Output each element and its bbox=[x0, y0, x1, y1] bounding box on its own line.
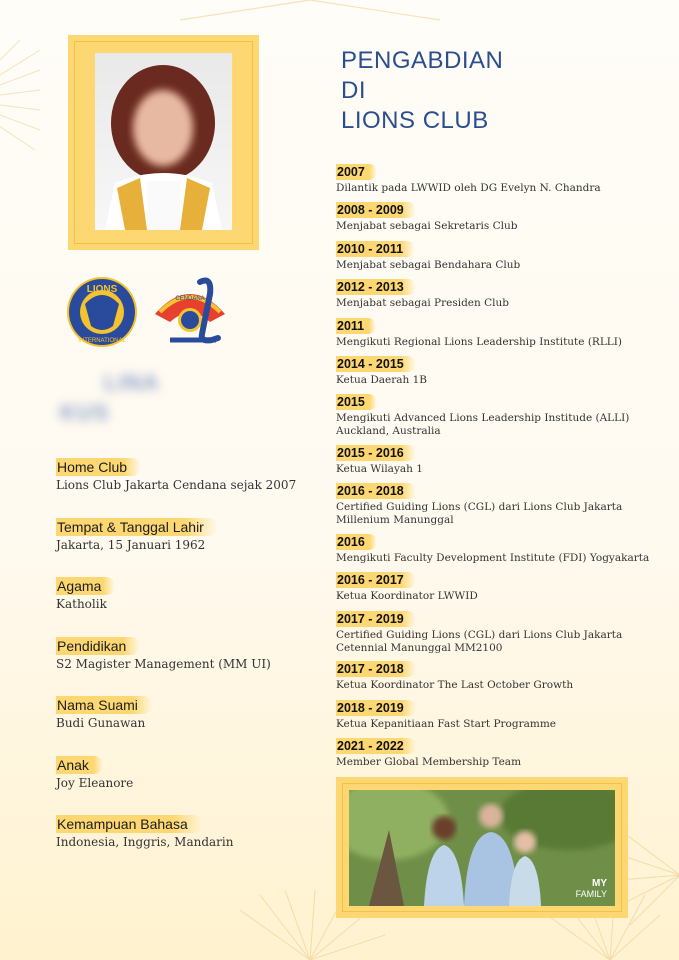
timeline-item bbox=[336, 482, 622, 527]
profile-label: Kemampuan Bahasa bbox=[56, 815, 202, 833]
timeline-year: 2008 - 2009 bbox=[336, 202, 416, 218]
timeline-text: Mengikuti Advanced Lions Leadership Institude (ALLI) bbox=[336, 412, 630, 424]
timeline-year: 2012 - 2013 bbox=[336, 279, 416, 295]
profile-value: Budi Gunawan bbox=[56, 716, 146, 730]
member-name-line-2: KUS bbox=[60, 400, 110, 425]
timeline-item bbox=[336, 660, 573, 692]
timeline-item bbox=[336, 163, 601, 195]
family-caption bbox=[576, 878, 607, 900]
member-name-line-1: LINA bbox=[104, 370, 160, 395]
timeline-item bbox=[336, 571, 478, 603]
page-title bbox=[341, 46, 503, 136]
timeline-item bbox=[336, 240, 520, 272]
profile-label: Home Club bbox=[56, 458, 141, 476]
profile-item-religion bbox=[56, 577, 115, 611]
timeline-item bbox=[336, 393, 629, 438]
profile-label: Pendidikan bbox=[56, 637, 140, 655]
member-name-blurred bbox=[60, 368, 220, 438]
timeline-text: Ketua Daerah 1B bbox=[336, 374, 428, 386]
profile-value: S2 Magister Management (MM UI) bbox=[56, 657, 271, 671]
timeline-year: 2016 bbox=[336, 534, 377, 550]
timeline-year: 2016 - 2017 bbox=[336, 572, 416, 588]
timeline-year: 2016 - 2018 bbox=[336, 483, 416, 499]
timeline-text: Certified Guiding Lions (CGL) dari Lions Club Jakarta bbox=[336, 629, 623, 641]
timeline-text: Ketua Wilayah 1 bbox=[336, 463, 423, 475]
profile-value: Lions Club Jakarta Cendana sejak 2007 bbox=[56, 478, 297, 492]
lions-club-cendana-logo bbox=[150, 274, 230, 346]
timeline-text: Ketua Koordinator LWWID bbox=[336, 590, 478, 602]
timeline-text: Menjabat sebagai Sekretaris Club bbox=[336, 220, 518, 232]
profile-label: Tempat & Tanggal Lahir bbox=[56, 518, 218, 536]
lions-logo-ring-text: INTERNATIONAL bbox=[78, 338, 126, 344]
timeline-item bbox=[336, 278, 509, 310]
timeline-year: 2015 - 2016 bbox=[336, 445, 416, 461]
timeline-item bbox=[336, 737, 521, 769]
timeline-year: 2017 - 2019 bbox=[336, 611, 416, 627]
cendana-logo-text: CENDANA bbox=[175, 296, 205, 302]
timeline-text: Mengikuti Faculty Development Institute (FDI) Yogyakarta bbox=[336, 552, 650, 564]
timeline-year: 2015 bbox=[336, 394, 377, 410]
profile-item-home-club bbox=[56, 458, 296, 492]
timeline-item bbox=[336, 355, 427, 387]
timeline-year: 2018 - 2019 bbox=[336, 700, 416, 716]
profile-item-languages bbox=[56, 815, 234, 849]
timeline-text: Menjabat sebagai Bendahara Club bbox=[336, 259, 521, 271]
profile-item-husband bbox=[56, 696, 152, 730]
timeline-text: Millenium Manunggal bbox=[336, 514, 454, 526]
sunburst-decoration-right bbox=[620, 820, 679, 930]
profile-label: Anak bbox=[56, 756, 103, 774]
timeline-item bbox=[336, 317, 622, 349]
timeline-text: Cetennial Manunggal MM2100 bbox=[336, 642, 503, 654]
profile-item-children bbox=[56, 756, 133, 790]
timeline-text: Ketua Koordinator The Last October Growth bbox=[336, 679, 574, 691]
timeline-text: Member Global Membership Team bbox=[336, 756, 522, 768]
page-title-line-2: DI bbox=[341, 77, 366, 104]
profile-value: Joy Eleanore bbox=[56, 776, 134, 790]
timeline-year: 2010 - 2011 bbox=[336, 241, 415, 257]
timeline-text: Certified Guiding Lions (CGL) dari Lions Club Jakarta bbox=[336, 501, 623, 513]
timeline-text: Ketua Kepanitiaan Fast Start Programme bbox=[336, 718, 556, 730]
portrait-photo bbox=[95, 53, 232, 230]
timeline-item bbox=[336, 201, 518, 233]
timeline-year: 2014 - 2015 bbox=[336, 356, 416, 372]
profile-label: Nama Suami bbox=[56, 696, 152, 714]
profile-value: Indonesia, Inggris, Mandarin bbox=[56, 835, 234, 849]
timeline-year: 2011 bbox=[336, 318, 376, 334]
profile-label: Agama bbox=[56, 577, 115, 595]
portrait-frame bbox=[68, 35, 259, 250]
profile-value: Katholik bbox=[56, 597, 107, 611]
timeline-text: Menjabat sebagai Presiden Club bbox=[336, 297, 509, 309]
family-caption-line-1: MY bbox=[592, 878, 607, 889]
timeline-text: Dilantik pada LWWID oleh DG Evelyn N. Chandra bbox=[336, 182, 601, 194]
sunburst-decoration-left bbox=[0, 40, 40, 160]
timeline-item bbox=[336, 699, 556, 731]
timeline-item bbox=[336, 610, 622, 655]
family-photo-frame bbox=[336, 777, 628, 918]
lions-logo-text: LIONS bbox=[86, 284, 118, 295]
profile-item-education bbox=[56, 637, 271, 671]
family-photo bbox=[349, 790, 615, 906]
timeline-year: 2007 bbox=[336, 164, 377, 180]
page-title-line-1: PENGABDIAN bbox=[341, 47, 504, 74]
lions-international-logo bbox=[65, 276, 139, 348]
page-title-line-3: LIONS CLUB bbox=[341, 107, 489, 134]
profile-value: Jakarta, 15 Januari 1962 bbox=[56, 538, 206, 552]
timeline-year: 2017 - 2018 bbox=[336, 661, 416, 677]
timeline-text: Mengikuti Regional Lions Leadership Institute (RLLI) bbox=[336, 336, 623, 348]
timeline-year: 2021 - 2022 bbox=[336, 738, 416, 754]
timeline-item bbox=[336, 444, 423, 476]
profile-item-birth bbox=[56, 518, 218, 552]
timeline-text: Auckland, Australia bbox=[336, 425, 441, 437]
family-caption-line-2: FAMILY bbox=[575, 889, 607, 899]
portrait-illustration bbox=[95, 53, 232, 230]
timeline-item bbox=[336, 533, 649, 565]
